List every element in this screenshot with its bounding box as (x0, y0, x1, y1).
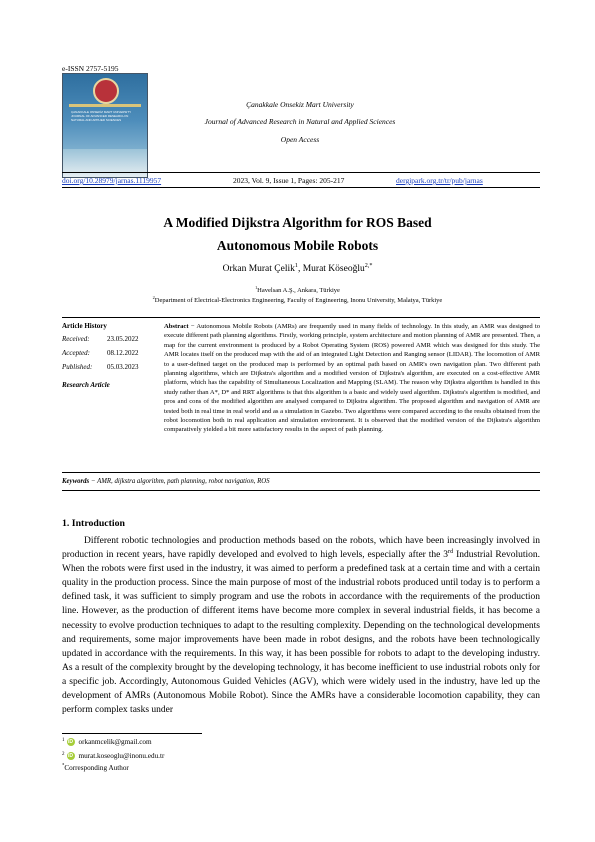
accepted-label: Accepted: (62, 349, 90, 357)
affiliation-1 (0, 284, 595, 294)
cover-text: ÇANAKKALE ONSEKİZ MART UNIVERSITY JOURNAL OF ADVANCED RESEARCH IN NATURAL AND APPLIED SCIENCES (71, 110, 132, 122)
section-heading-introduction: 1. Introduction (62, 518, 125, 529)
published-date: 05.03.2023 (107, 363, 139, 371)
orcid-icon[interactable]: iD (68, 739, 73, 745)
issn: e-ISSN 2757-5195 (62, 64, 119, 73)
aff-1-text: Havelsan A.Ş., Ankara, Türkiye (257, 287, 340, 294)
orcid-icon[interactable]: iD (68, 753, 73, 759)
footnote-2-email: murat.koseoglu@inonu.edu.tr (78, 752, 165, 760)
keywords-dash: − (89, 478, 98, 485)
intro-sup: rd (448, 548, 454, 555)
keywords-text: AMR, dijkstra algorithm, path planning, robot navigation, ROS (97, 478, 270, 485)
footnote-3-sup: * (62, 763, 65, 769)
article-history-title: Article History (62, 322, 107, 330)
published-row (62, 363, 139, 371)
intro-text-1: Different robotic technologies and production methods based on the robots, which have been increasingly involved in production in recent years, have rapidly developed and evolved to high levels, especially after the 3 (62, 536, 540, 561)
footnote-3-text: Corresponding Author (64, 764, 129, 772)
keywords-label: Keywords (62, 478, 90, 485)
aff-1-sup: 1 (255, 284, 258, 290)
abstract-dash: − (188, 323, 197, 330)
volume-info: 2023, Vol. 9, Issue 1, Pages: 205-217 (233, 176, 345, 185)
dergipark-link[interactable]: dergipark.org.tr/tr/pub/jarnas (396, 176, 483, 185)
footnote-2 (62, 752, 164, 760)
abstract-rule-mid (62, 472, 540, 473)
abstract-text: Autonomous Mobile Robots (AMRs) are frequently used in many fields of technology. In this study, an AMR was designed to execute different path planning algorithms. Firstly, working principle, system architecture and motion planning of AMR are presented. Then, a map for the current environment is produced by a Robot Operating System (ROS) powered AMR which was designed for this study. The AMR locates itself on the produced map with the aid of an integrated Light Detection and Ranging sensor (LIDAR). The locomotion of AMR to a user-defined target on the produced map is performed by an optimal path based on AMR's own navigation plan. Two different path planning algorithms, which are Dijkstra's algorithm and a modified version of Dijkstra's algorithm, are executed on a cost-effective AMR platform, which has the capability of Simultaneous Localization and Mapping (SLAM). The reason why Dijkstra algorithm is handled in this study rather than A*, D* and RRT algorithms is that this algorithm is a basic and widely used algorithm. Dijkstra's algorithm is modified, and pros and cons of the modified algorithm are analysed compared to Dijkstra algorithm. The proposed algorithm and navigation of AMR are tested both in real time in real world and as a simulation in Gazebo. Two algorithms were compared according to the results obtained from the robot locomotion both in real application and simulation environment. It is observed that the modified version of the Dijkstra's algorithm comparatively yielded a bit more satisfactory results in the aspect of path planning. (164, 323, 540, 434)
author-1: Orkan Murat Çelik (222, 264, 295, 274)
author-2-sup: 2,* (364, 262, 373, 269)
access-label: Open Access (280, 135, 320, 144)
introduction-paragraph (62, 534, 540, 717)
cover-band (69, 104, 141, 107)
received-row (62, 335, 139, 343)
accepted-date: 08.12.2022 (107, 349, 139, 357)
journal-cover-image (62, 73, 148, 178)
paper-title-line-1: A Modified Dijkstra Algorithm for ROS Based (163, 215, 432, 230)
received-date: 23.05.2022 (107, 335, 139, 343)
footnote-1-num: 1 (62, 737, 65, 743)
university-name: Çanakkale Onsekiz Mart University (246, 100, 354, 109)
journal-name: Journal of Advanced Research in Natural and Applied Sciences (204, 117, 396, 126)
author-separator: , (297, 264, 303, 274)
footnote-1 (62, 738, 152, 746)
footnote-2-num: 2 (62, 751, 65, 757)
paper-title-line-2: Autonomous Mobile Robots (216, 238, 379, 253)
author-2: Murat Köseoğlu (302, 264, 365, 274)
aff-2-text: Department of Electrical-Electronics Engineering, Faculty of Engineering, Inonu University, Malatya, Türkiye (154, 297, 443, 304)
article-type: Research Article (62, 381, 110, 389)
aff-2-sup: 2 (152, 294, 155, 300)
keywords-rule-bottom (62, 490, 540, 491)
footnote-corresponding (62, 764, 129, 772)
abstract (164, 322, 540, 435)
authors (0, 264, 595, 274)
header-rule-top (62, 172, 540, 173)
university-seal-icon (93, 78, 119, 104)
received-label: Received: (62, 335, 90, 343)
header-rule-bottom (62, 187, 540, 188)
footnote-rule (62, 733, 202, 734)
keywords (62, 478, 270, 485)
abstract-rule-top (62, 317, 540, 318)
affiliation-2 (0, 294, 595, 304)
accepted-row (62, 349, 139, 357)
doi-link[interactable]: doi.org/10.28979/jarnas.1119957 (62, 176, 162, 185)
intro-text-2: Industrial Revolution. When the robots were first used in the industry, it was aimed to perform a predefined task at a certain time and with a certain quality in the production process. Since the main purpose of most of the industrial robots produced until today is to perform a defined task, it was sufficient to simply program and use the robots in accordance with the requirements of the production line. However, as the production of different items have become more complex in several industrial fields, it has become a necessity to evolve production techniques to adapt to the resulting complexity. Depending on the technological developments and requirements, some major improvements have been made in robot designs, and the robots have been technologically updated in accordance with the requirements. In this way, it has been possible for robots to adapt to the developing industry. As a result of the complexity brought by the developing technology, it has become inefficient to use industrial robots only for a specific job. Accordingly, Autonomous Guided Vehicles (AGV), which were widely used in the industry, have led up the development of AMRs (Autonomous Mobile Robot). Since the AMRs have a considerable locomotion capability, they can perform complex tasks under (62, 550, 540, 716)
author-1-sup: 1 (294, 262, 298, 269)
published-label: Published: (62, 363, 93, 371)
abstract-label: Abstract (164, 323, 189, 330)
footnote-1-email: orkanmcelik@gmail.com (78, 738, 152, 746)
